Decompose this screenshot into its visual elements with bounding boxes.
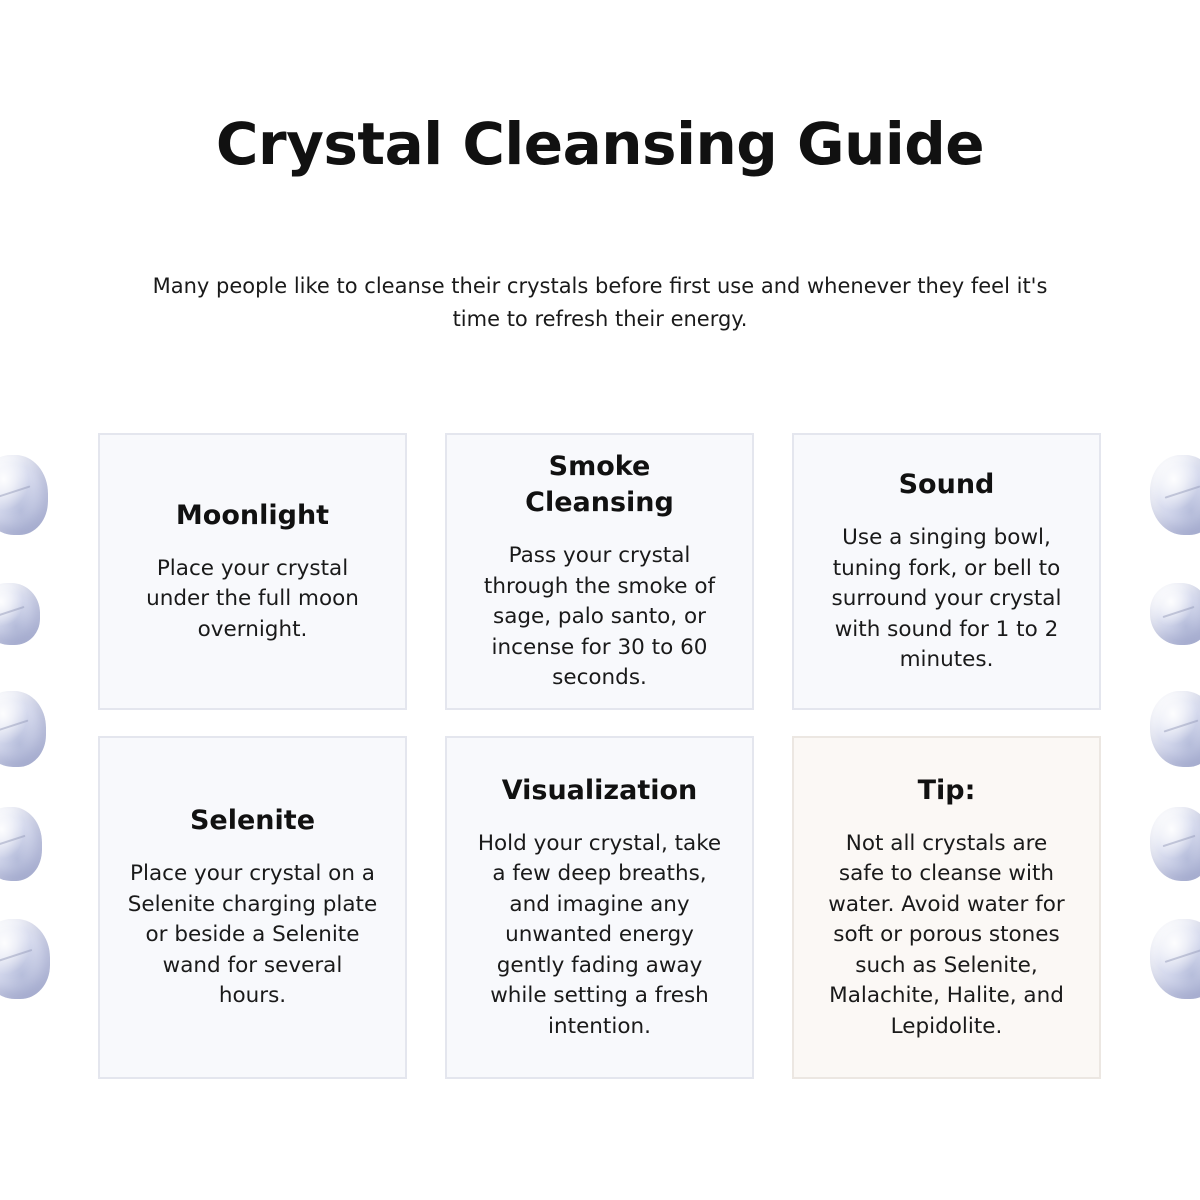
card-sound xyxy=(792,433,1101,710)
right-crystal-stones-decoration xyxy=(1150,455,1200,1015)
crystal-stone-image xyxy=(1150,919,1200,999)
card-title: Sound xyxy=(898,469,995,501)
crystal-stone-image xyxy=(1150,455,1200,535)
card-visualization xyxy=(445,736,754,1079)
page-title: Crystal Cleansing Guide xyxy=(215,110,985,178)
card-smoke-cleansing xyxy=(445,433,754,710)
card-title: Tip: xyxy=(917,775,976,807)
crystal-stone-image xyxy=(1150,583,1200,645)
intro-text: Many people like to cleanse their crystals before first use and whenever they feel it's time to refresh their energy. xyxy=(152,274,1048,331)
card-text: Hold your crystal, take a few deep breaths, and imagine any unwanted energy gently fading away while setting a fresh intention. xyxy=(477,831,722,1039)
card-selenite xyxy=(98,736,407,1079)
crystal-stone-image xyxy=(1150,691,1200,767)
crystal-stone-image xyxy=(0,583,40,645)
card-title: Smoke Cleansing xyxy=(525,451,674,519)
card-title: Selenite xyxy=(189,805,316,837)
card-text: Place your crystal on a Selenite charging plate or beside a Selenite wand for several hours. xyxy=(127,861,378,1009)
card-tip xyxy=(792,736,1101,1079)
crystal-stone-image xyxy=(0,455,48,535)
card-text: Use a singing bowl, tuning fork, or bell to surround your crystal with sound for 1 to 2 minutes. xyxy=(831,525,1062,673)
card-title: Moonlight xyxy=(175,499,330,531)
left-crystal-stones-decoration xyxy=(0,455,40,1015)
crystal-stone-image xyxy=(0,919,50,999)
crystal-stone-image xyxy=(1150,807,1200,881)
card-title: Visualization xyxy=(501,775,698,807)
card-text: Pass your crystal through the smoke of sage, palo santo, or incense for 30 to 60 seconds. xyxy=(483,543,716,691)
card-text: Place your crystal under the full moon overnight. xyxy=(146,555,359,642)
crystal-stone-image xyxy=(0,807,42,881)
card-moonlight xyxy=(98,433,407,710)
crystal-stone-image xyxy=(0,691,46,767)
card-text: Not all crystals are safe to cleanse with water. Avoid water for soft or porous stones such as Selenite, Malachite, Halite, and Lepidolite. xyxy=(828,831,1065,1039)
